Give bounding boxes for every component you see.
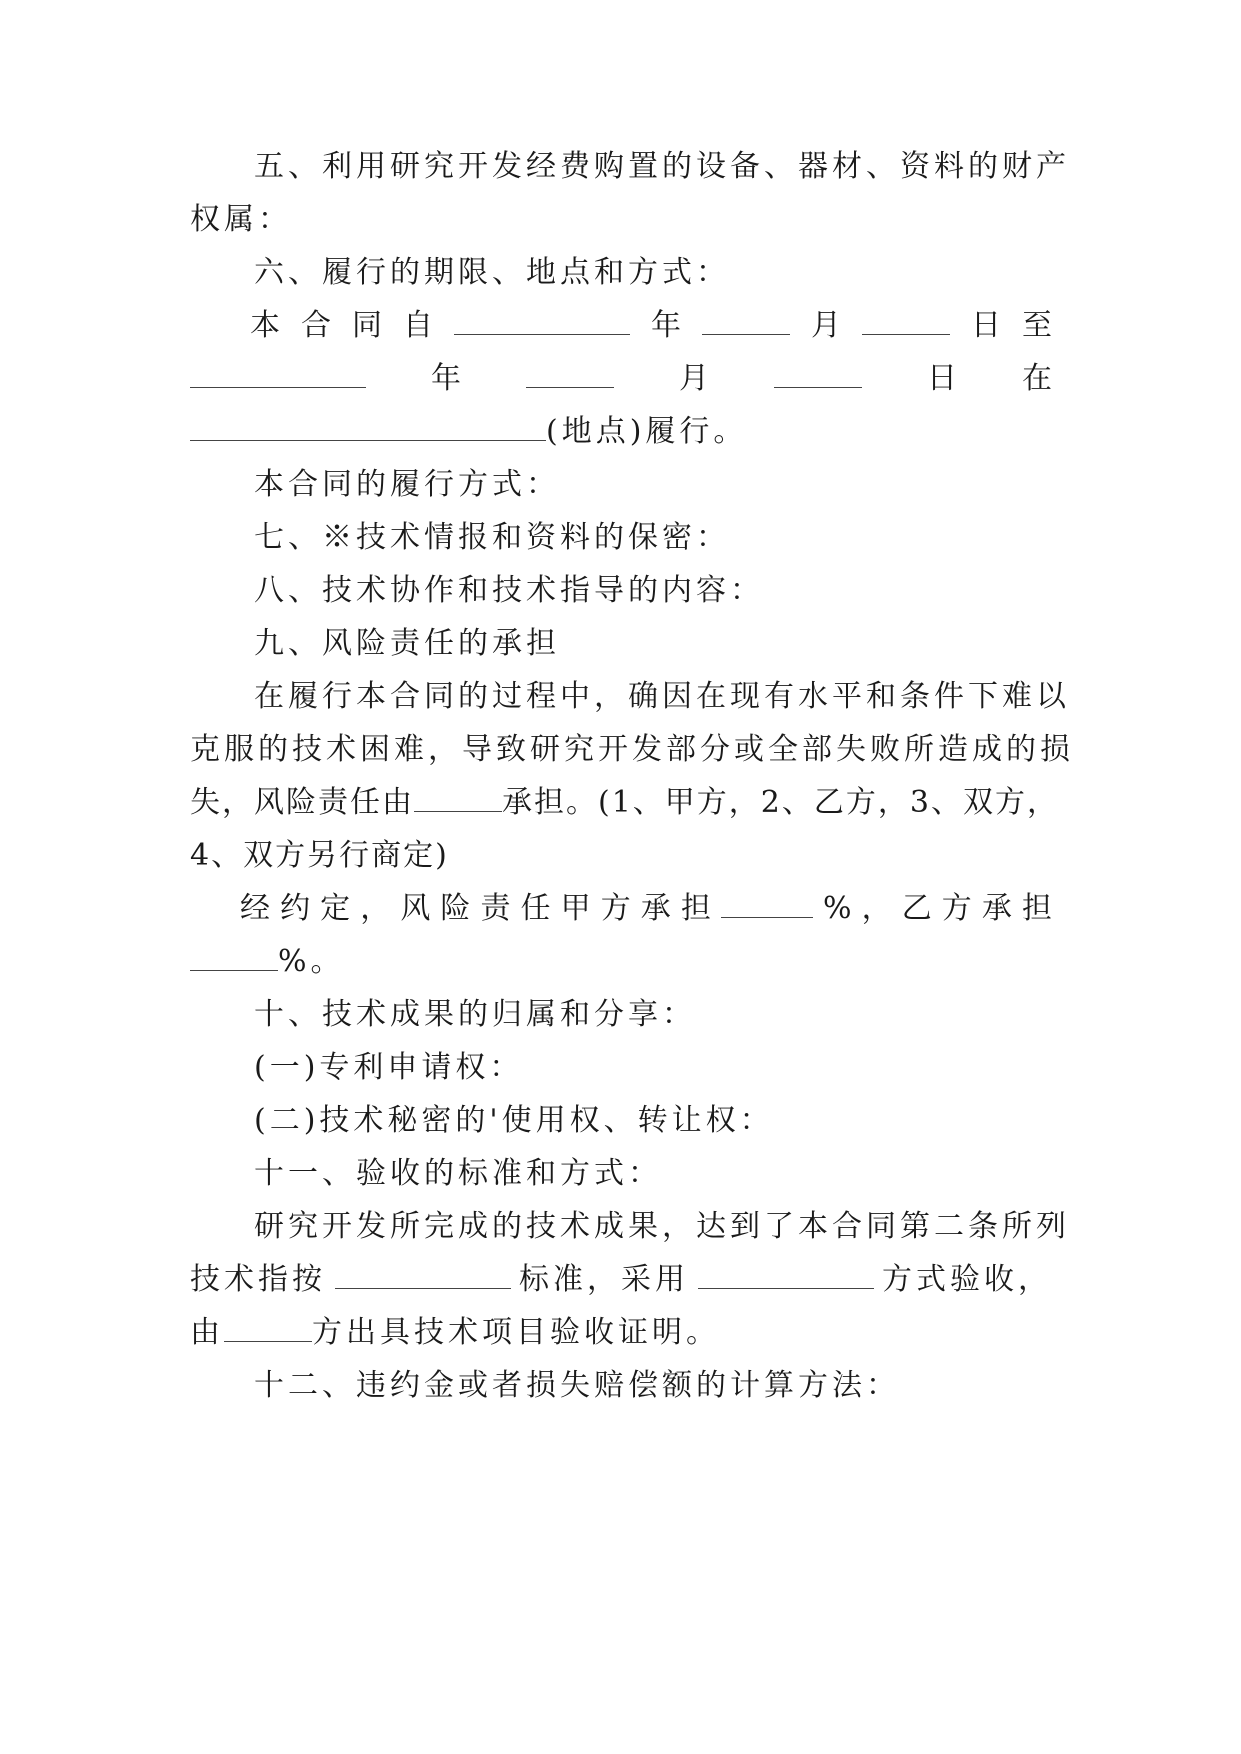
clause-9-para-line-2: 克服的技术困难，导致研究开发部分或全部失败所造成的损 [190, 732, 1074, 767]
clause-11-heading: 十一、验收的标准和方式： [254, 1156, 662, 1191]
risk-split-char: 担 [1021, 891, 1052, 926]
end-year-blank[interactable] [190, 361, 366, 388]
risk-split-char: 任 [520, 891, 551, 926]
clause-6-heading: 六、履行的期限、地点和方式： [254, 255, 730, 290]
risk-split-char: 甲 [560, 891, 591, 926]
certifier-blank[interactable] [224, 1315, 312, 1342]
risk-split-char: 承 [981, 891, 1012, 926]
risk-split-char: ， [861, 891, 892, 926]
term-char: 月 [679, 361, 709, 396]
risk-split-char: 方 [941, 891, 972, 926]
term-char: 合 [301, 308, 331, 343]
risk-split-char: 风 [400, 891, 431, 926]
start-year-blank[interactable] [454, 308, 630, 335]
clause-12-heading: 十二、违约金或者损失赔偿额的计算方法： [254, 1368, 900, 1403]
clause-9-para-line-4: 4、双方另行商定) [190, 838, 449, 873]
term-char: 在 [1022, 361, 1052, 396]
term-char: 自 [403, 308, 433, 343]
term-char: 年 [431, 361, 461, 396]
risk-split-char: 乙 [901, 891, 932, 926]
clause-5-heading-cont: 权属： [190, 202, 292, 237]
acceptance-line-3 [190, 1313, 1052, 1353]
risk-bearer-blank[interactable] [414, 785, 502, 812]
percent-suffix: %。 [278, 944, 345, 979]
place-blank[interactable] [190, 414, 546, 441]
clause-5-heading: 五、利用研究开发经费购置的设备、器材、资料的财产 [254, 149, 1070, 184]
term-line-2 [190, 359, 1052, 399]
term-char: 年 [651, 308, 681, 343]
risk-split-char: % [823, 891, 852, 926]
term-char: 月 [811, 308, 841, 343]
term-char: 至 [1022, 308, 1052, 343]
party-b-percent-blank[interactable] [190, 944, 278, 971]
term-char: 日 [971, 308, 1001, 343]
term-char: 同 [352, 308, 382, 343]
acceptance-suffix: 方出具技术项目验收证明。 [312, 1315, 720, 1350]
clause-10-heading: 十、技术成果的归属和分享： [254, 997, 696, 1032]
place-suffix: (地点)履行。 [546, 414, 748, 449]
acceptance-line-2 [190, 1260, 1052, 1300]
risk-split-line-2 [190, 942, 1052, 982]
clause-8-heading: 八、技术协作和技术指导的内容： [254, 573, 764, 608]
risk-split-char: 责 [480, 891, 511, 926]
clause-9-para-line-1: 在履行本合同的过程中，确因在现有水平和条件下难以 [254, 679, 1070, 714]
risk-split-char: 担 [680, 891, 711, 926]
risk-split-char: 险 [440, 891, 471, 926]
method-blank[interactable] [698, 1262, 874, 1289]
risk-split-char: ， [360, 891, 391, 926]
trade-secret-right: (二)技术秘密的'使用权、转让权： [254, 1103, 774, 1138]
performance-method: 本合同的履行方式： [254, 467, 560, 502]
party-a-percent-blank[interactable] [721, 891, 813, 918]
standard-blank[interactable] [335, 1262, 511, 1289]
term-line-3 [190, 412, 1052, 452]
patent-right: (一)专利申请权： [254, 1050, 524, 1085]
clause-9-para-line-3 [190, 783, 1059, 823]
risk-split-line [240, 889, 1052, 929]
risk-split-char: 约 [280, 891, 311, 926]
term-line-1 [250, 306, 1052, 346]
acceptance-text: 标准，采用 [519, 1262, 689, 1297]
clause-7-heading: 七、※技术情报和资料的保密： [254, 520, 730, 555]
end-month-blank[interactable] [526, 361, 614, 388]
risk-prefix: 失，风险责任由 [190, 785, 414, 820]
risk-split-char: 定 [320, 891, 351, 926]
acceptance-text: 方式验收， [882, 1262, 1052, 1297]
risk-split-char: 经 [240, 891, 270, 926]
term-char: 本 [250, 308, 280, 343]
acceptance-line-1: 研究开发所完成的技术成果，达到了本合同第二条所列 [254, 1209, 1070, 1244]
term-char: 日 [927, 361, 957, 396]
start-month-blank[interactable] [702, 308, 790, 335]
end-day-blank[interactable] [774, 361, 862, 388]
acceptance-prefix: 由 [190, 1315, 224, 1350]
start-day-blank[interactable] [862, 308, 950, 335]
risk-split-char: 承 [640, 891, 671, 926]
acceptance-text: 技术指按 [190, 1262, 326, 1297]
clause-9-heading: 九、风险责任的承担 [254, 626, 560, 661]
risk-suffix: 承担。(1、甲方，2、乙方，3、双方， [502, 785, 1059, 820]
risk-split-char: 方 [600, 891, 631, 926]
